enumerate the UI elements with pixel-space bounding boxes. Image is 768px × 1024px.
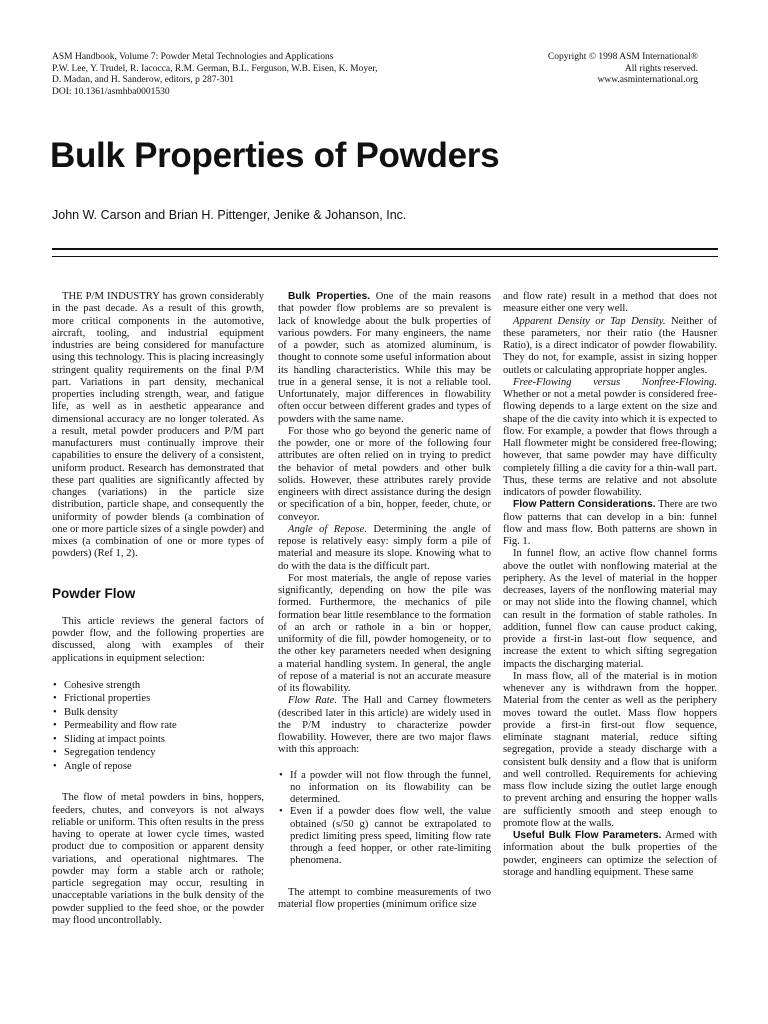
doi-line: DOI: 10.1361/asmhba0001530 [52,86,170,97]
paragraph-text: Armed with information about the bulk properties of the powder, engineers can optimize the selection of storage and handling equipment. These same [503,830,717,878]
funnel-flow-paragraph: In funnel flow, an active flow channel forms above the outlet with nonflowing material at the periphery. As the level of material in the hopper decreases, layers of the nonflowing material may or may not slide into the flowing channel, which can result in the formation of stable ratholes. In addition, funnel flow can cause product caking, provide a first-in last-out flow sequence, and increase the extent to which sifting segregation impacts the discharging material. [503,548,717,670]
article-title: Bulk Properties of Powders [50,136,500,175]
column-2 [278,291,491,911]
intro-paragraph: THE P/M INDUSTRY has grown considerably in the past decade. As a result of this growth, more critical components in the automotive, aircraft, tooling, and industrial equipment industries are being considered for manufacture using this technology. This is placing increasingly stringent quality requirements on the final P/M part. Variations in part density, mechanical properties including strength, wear, and fatigue life, as well as in aesthetic appearance and dimensional accuracy are no longer tolerated. As a result, metal powder producers and P/M part manufacturers must continually improve their capabilities to ensure the delivery of a consistent, uniform product. Research has demonstrated that these part qualities are significantly affected by changes (variations) in the particle size distribution, particle shape, and consequently the uniformity of powder blends (a combination of one or more particle sizes of a single powder) and mixes (a combination of one or more types of powders) (Ref 1, 2). [52,291,264,560]
flaw-list [278,770,491,868]
run-in-heading-apparent-density: Apparent Density or Tap Density. [513,315,666,327]
apparent-density-paragraph [503,316,717,377]
list-item: • Sliding at impact points [52,733,264,747]
list-item: • Frictional properties [52,692,264,706]
paragraph-text: Whether or not a metal powder is considered free-flowing depends to a large extent on the size and shape of the die cavity into which it is expected to flow. For example, a powder that flows through a Hall flowmeter might be considered free-flowing; however, that same powder may have difficulty completely filling a die cavity for a thin-wall part. Thus, these terms are relative and not absolute indicators of powder flowability. [503,389,717,498]
title-rule-thick [52,248,718,250]
attempt-paragraph: The attempt to combine measurements of two material flow properties (minimum orifice size [278,886,491,910]
citation-line: ASM Handbook, Volume 7: Powder Metal Technologies and Applications [52,52,334,62]
attributes-paragraph: For those who go beyond the generic name of the powder, one or more of the following four attributes are often relied on in trying to predict the behavior of metal powders and other bulk solids. However, these attributes rarely provide engineers with direct assistance during the design or specification of a bin, hopper, feeder, chute, or conveyor. [278,425,491,523]
list-item: • Angle of repose [52,760,264,774]
run-in-heading-free-flowing: Free-Flowing versus Nonfree-Flowing. [513,376,717,388]
copyright-block [468,52,698,87]
citation-line: D. Madan, and H. Sanderow, editors, p 287-301 [52,75,234,85]
list-item: • If a powder will not flow through the funnel, no information on its flowability can be determined. [278,770,491,807]
run-in-heading-flow-rate: Flow Rate. [288,695,338,707]
list-item: • Segregation tendency [52,746,264,760]
mass-flow-paragraph: In mass flow, all of the material is in motion whenever any is withdrawn from the hopper. Material from the center as well as the periphery moves toward the outlet. Mass flow hoppers provide a first-in first-out flow sequence, eliminate stagnant material, reduce sifting segregation, provide a steady discharge with a consistent bulk density and a flow that is uniform and well controlled. Requirements for achieving mass flow include sizing the outlet large enough to prevent arching and ensuring the hopper walls are sufficiently smooth and steep enough to promote flow at the walls. [503,670,717,829]
property-list [52,679,264,774]
column-3 [503,291,717,879]
copyright-line: All rights reserved. [624,63,698,74]
paragraph-text: One of the main reasons that powder flow problems are so prevalent is lack of knowledge about the bulk properties of various powders. For many engineers, the name of a powder, such as atomized aluminum, is thought to connote some useful information about its handling characteristics. While this may be true in a general sense, it is not a reliable tool. Unfortunately, major differences in flowability often occur between different grades and types of powders with the same name. [278,291,491,425]
run-in-heading-bulk-properties: Bulk Properties. [288,291,371,302]
useful-parameters-paragraph [503,830,717,879]
flow-problems-paragraph: The flow of metal powders in bins, hoppers, feeders, chutes, and conveyors is not always reliable or uniform. This often results in the press having to operate at lower cycle times, wasted product due to composition or apparent density variations, and operational nightmares. The powder may form a stable arch or rathole; particle segregation may occur, resulting in unacceptable variations in the bulk density of the powder supplied to the feed shoe, or the powder may flood uncontrollably. [52,792,264,926]
run-in-heading-angle-of-repose: Angle of Repose. [288,523,368,535]
run-in-heading-useful-parameters: Useful Bulk Flow Parameters. [513,830,662,841]
bulk-properties-paragraph [278,291,491,426]
copyright-line: Copyright © 1998 ASM International® [547,52,698,62]
section-heading-powder-flow: Powder Flow [52,585,136,601]
column-1 [52,291,264,927]
paragraph-text: There are two flow patterns that can develop in a bin: funnel flow and mass flow. Both patterns are shown in Fig. 1. [503,499,717,547]
paragraph-text: The Hall and Carney flowmeters (described later in this article) are widely used in the P/M industry to characterize powder flowability. However, there are two major flaws with this approach: [278,695,491,756]
citation-line: P.W. Lee, Y. Trudel, R. Iacocca, R.M. German, B.L. Ferguson, W.B. Eisen, K. Moyer, [52,63,378,74]
article-authors: John W. Carson and Brian H. Pittenger, Jenike & Johanson, Inc. [52,208,407,222]
website-line: www.asminternational.org [597,75,698,85]
list-item: • Permeability and flow rate [52,719,264,733]
flow-pattern-paragraph [503,499,717,548]
repose-detail-paragraph: For most materials, the angle of repose varies significantly, depending on how the pile was formed. Furthermore, the mechanics of pile formation bear little resemblance to the formation of an arch or rathole in a bin or hopper, uniformity of die fill, powder homogeneity, or to the other key parameters needed when designing a material handling system. In general, the angle of repose of a material is not an accurate measure of its flowability. [278,572,491,694]
run-in-heading-flow-pattern: Flow Pattern Considerations. [513,499,656,511]
angle-of-repose-paragraph [278,524,491,573]
continued-paragraph: and flow rate) result in a method that does not measure either one very well. [503,291,717,315]
free-flowing-paragraph [503,377,717,500]
title-rule-thin [52,256,718,257]
citation-block [52,52,452,98]
paragraph-text: Determining the angle of repose is relatively easy: simply form a pile of material and measure its slope. Knowing what to do with the data is the difficult part. [278,523,491,572]
paragraph-text: Neither of these parameters, nor their ratio (the Hausner Ratio), is a direct indicator of powder flowability. They do not, for example, assist in sizing hopper outlets or calculating appropriate hopper angles. [503,315,718,376]
list-item: • Cohesive strength [52,679,264,693]
list-item: • Even if a powder does flow well, the value obtained (s/50 g) cannot be extrapolated to predict limiting press speed, limiting flow rate through a feed hopper, or other rate-limiting phenomena. [278,806,491,867]
powder-flow-lead: This article reviews the general factors of powder flow, and the following properties are discussed, along with examples of their applications in equipment selection: [52,615,264,664]
list-item: • Bulk density [52,706,264,720]
flow-rate-paragraph [278,695,491,756]
